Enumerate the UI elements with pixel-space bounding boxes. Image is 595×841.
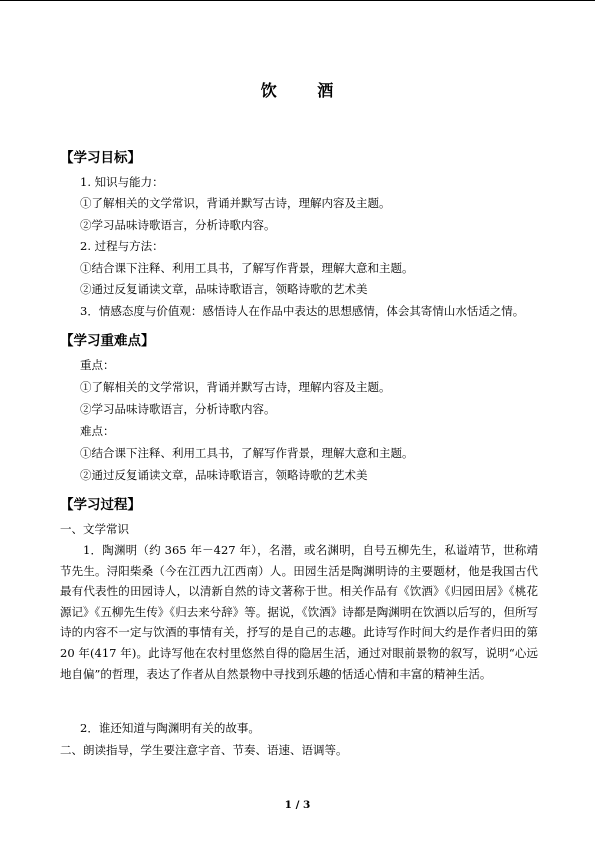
page-number: 1 / 3 bbox=[284, 799, 311, 811]
keypoint-item: 重点： bbox=[80, 358, 115, 372]
page-title: 饮 酒 bbox=[260, 81, 335, 100]
process-item: 2．谁还知道与陶渊明有关的故事。 bbox=[80, 721, 260, 735]
goal-item: ①了解相关的文学常识，背诵并默写古诗，理解内容及主题。 bbox=[80, 196, 391, 210]
process-part1-title: 一、文学常识 bbox=[60, 522, 129, 536]
goal-item: ②学习品味诗歌语言，分析诗歌内容。 bbox=[80, 218, 276, 232]
goal-item: 1. 知识与能力： bbox=[80, 175, 164, 189]
section-heading-process: 【学习过程】 bbox=[60, 497, 141, 513]
section-heading-keypoints: 【学习重难点】 bbox=[60, 333, 155, 349]
keypoint-item: ①了解相关的文学常识，背诵并默写古诗，理解内容及主题。 bbox=[80, 380, 391, 394]
section-heading-goals: 【学习目标】 bbox=[60, 150, 141, 166]
goal-item: 2. 过程与方法： bbox=[80, 239, 164, 253]
keypoint-item: 难点： bbox=[80, 424, 115, 438]
goal-item: ①结合课下注释、利用工具书，了解写作背景，理解大意和主题。 bbox=[80, 261, 414, 275]
goal-item: 3．情感态度与价值观：感悟诗人在作品中表达的思想感情，体会其寄情山水恬适之情。 bbox=[80, 304, 525, 318]
process-paragraph: 1．陶渊明（约 365 年－427 年），名潜，或名渊明，自号五柳先生，私谥靖节，世称靖节先生。浔阳柴桑（今在江西九江西南）人。田园生活是陶渊明诗的主要题材，他是我国古代最有代表性的田园诗人，以清新自然的诗文著称于世。相关作品有《饮酒》《归园田居》《桃花源记》《五柳先生传》《归去来兮辞》等。据说，《饮酒》诗都是陶渊明在饮酒以后写的，但所写诗的内容不一定与饮酒的事情有关，抒写的是自己的志趣。此诗写作时间大约是作者归田的第 20 年(417 年)。此诗写他在农村里悠然自得的隐居生活，通过对眼前景物的叙写，说明“心远地自偏”的哲理，表达了作者从自然景物中寻找到乐趣的恬适心情和丰富的精神生活。 bbox=[60, 543, 538, 681]
keypoint-item: ②通过反复诵读文章，品味诗歌语言，领略诗歌的艺术美 bbox=[80, 468, 368, 482]
process-part2-title: 二、朗读指导，学生要注意字音、节奏、语速、语调等。 bbox=[60, 743, 348, 757]
keypoint-item: ①结合课下注释、利用工具书，了解写作背景，理解大意和主题。 bbox=[80, 446, 414, 460]
goal-item: ②通过反复诵读文章，品味诗歌语言，领略诗歌的艺术美 bbox=[80, 282, 368, 296]
keypoint-item: ②学习品味诗歌语言，分析诗歌内容。 bbox=[80, 402, 276, 416]
